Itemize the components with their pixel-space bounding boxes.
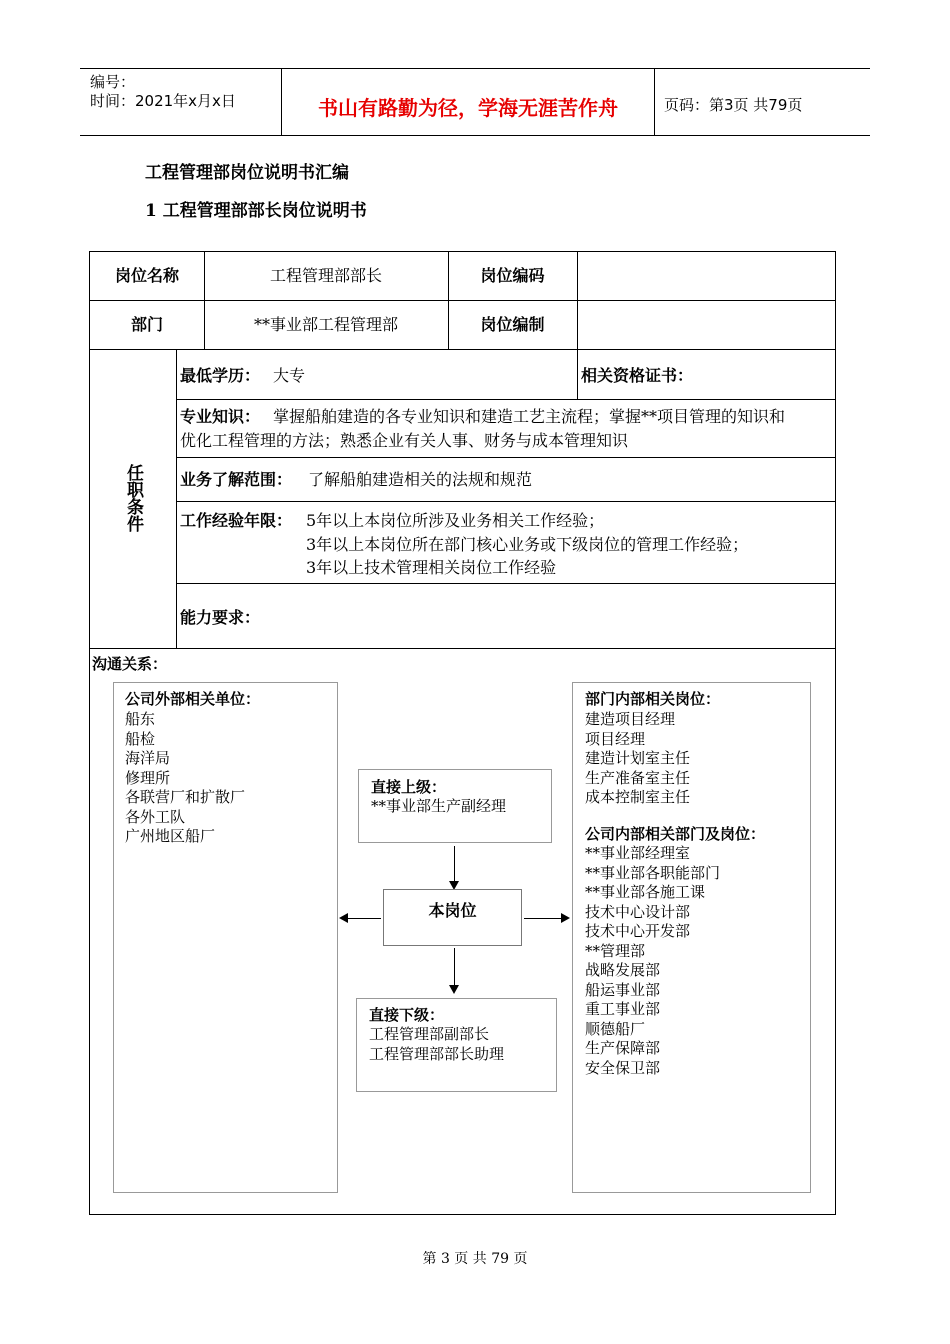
- knowledge-label: 专业知识：: [180, 407, 261, 426]
- position-name-value: 工程管理部部长: [269, 266, 382, 285]
- list-item: 建造计划室主任: [585, 749, 691, 767]
- header-bottom-rule: [80, 135, 870, 136]
- list-item: 生产保障部: [585, 1039, 661, 1057]
- ability-label: 能力要求：: [180, 608, 261, 627]
- knowledge-line-2: 优化工程管理的方法；熟悉企业有关人事、财务与成本管理知识: [180, 431, 629, 450]
- row-rule: [90, 648, 836, 649]
- education-label: 最低学历：: [180, 366, 261, 385]
- list-item: 船运事业部: [585, 980, 661, 999]
- list-item: 技术中心开发部: [585, 922, 691, 940]
- arrow-line: [347, 918, 381, 919]
- list-item: 工程管理部副部长: [369, 1025, 490, 1043]
- list-item: 成本控制室主任: [585, 788, 691, 806]
- experience-line: 3年以上技术管理相关岗位工作经验: [306, 558, 557, 577]
- arrow-line: [454, 846, 455, 882]
- list-item: 生产准备室主任: [585, 768, 691, 787]
- internal-company-list: [585, 844, 720, 1078]
- communication-label: 沟通关系：: [92, 655, 168, 673]
- list-item: 建造项目经理: [585, 710, 676, 728]
- subordinate-list: [369, 1025, 504, 1064]
- external-units-box: [113, 682, 338, 1193]
- arrow-right-icon: [561, 913, 570, 923]
- list-item: **事业部生产副经理: [371, 797, 507, 815]
- scope-label: 业务了解范围：: [180, 470, 293, 489]
- list-item: 技术中心设计部: [585, 902, 691, 921]
- arrow-line: [524, 918, 562, 919]
- list-item: **事业部经理室: [585, 844, 691, 862]
- arrow-line: [454, 948, 455, 986]
- list-item: 项目经理: [585, 729, 646, 748]
- arrow-down-icon: [449, 985, 459, 994]
- serial-label: 编号：: [90, 73, 136, 91]
- education-value: 大专: [273, 366, 306, 385]
- list-item: **事业部各职能部门: [585, 863, 721, 882]
- row-rule: [176, 501, 836, 502]
- list-item: 工程管理部部长助理: [369, 1044, 505, 1063]
- list-item: **管理部: [585, 941, 646, 960]
- row-rule: [90, 349, 836, 350]
- external-units-title: 公司外部相关单位：: [125, 690, 261, 708]
- headcount-label: 岗位编制: [480, 315, 545, 334]
- subordinate-title: 直接下级：: [369, 1006, 445, 1024]
- header-top-rule: [80, 68, 870, 69]
- experience-line: 5年以上本岗位所涉及业务相关工作经验；: [306, 511, 605, 530]
- col-rule: [176, 349, 177, 648]
- page-footer: 第 3 页 共 79 页: [422, 1251, 528, 1267]
- internal-dept-list: [585, 710, 690, 808]
- page-info: 页码：第3页 共79页: [664, 96, 803, 114]
- qualifications-side-label: 任职条件: [123, 464, 143, 532]
- row-rule: [90, 300, 836, 301]
- list-item: 各联营厂和扩散厂: [125, 788, 246, 806]
- list-item: 安全保卫部: [585, 1058, 661, 1077]
- list-item: 广州地区船厂: [125, 827, 216, 845]
- subordinate-box: [356, 998, 557, 1092]
- superior-box: [358, 769, 552, 843]
- date-text: 时间：2021年x月x日: [90, 92, 236, 110]
- self-position-title: 本岗位: [428, 901, 477, 920]
- motto: 书山有路勤为径，学海无涯苦作舟: [318, 96, 618, 120]
- superior-title: 直接上级：: [371, 778, 447, 796]
- list-item: 顺德船厂: [585, 1019, 646, 1038]
- row-rule: [176, 457, 836, 458]
- list-item: **事业部各施工课: [585, 883, 706, 901]
- compilation-title: 工程管理部岗位说明书汇编: [145, 163, 349, 183]
- department-value: **事业部工程管理部: [253, 315, 398, 334]
- section-title: 1 工程管理部部长岗位说明书: [145, 201, 367, 221]
- list-item: 船检: [125, 729, 156, 748]
- experience-label: 工作经验年限：: [180, 511, 293, 530]
- list-item: 战略发展部: [585, 961, 661, 979]
- header-divider: [654, 68, 655, 135]
- list-item: 重工事业部: [585, 1000, 661, 1018]
- list-item: 各外工队: [125, 807, 186, 826]
- list-item: 海洋局: [125, 749, 171, 767]
- department-label: 部门: [130, 315, 163, 334]
- internal-dept-title: 部门内部相关岗位：: [585, 690, 721, 708]
- row-rule: [176, 399, 836, 400]
- certificate-label: 相关资格证书：: [581, 366, 694, 385]
- col-rule: [577, 252, 578, 399]
- internal-company-title: 公司内部相关部门及岗位：: [585, 825, 766, 843]
- arrow-left-icon: [339, 913, 348, 923]
- list-item: 修理所: [125, 768, 171, 787]
- internal-box: [572, 682, 811, 1193]
- position-code-label: 岗位编码: [480, 266, 545, 285]
- position-name-label: 岗位名称: [114, 266, 179, 285]
- self-position-box: [383, 889, 522, 946]
- external-units-list: [125, 710, 245, 847]
- row-rule: [176, 583, 836, 584]
- scope-value: 了解船舶建造相关的法规和规范: [308, 470, 533, 489]
- knowledge-line-1: 掌握船舶建造的各专业知识和建造工艺主流程；掌握**项目管理的知识和: [273, 407, 786, 426]
- list-item: 船东: [125, 710, 156, 728]
- experience-line: 3年以上本岗位所在部门核心业务或下级岗位的管理工作经验；: [306, 535, 749, 554]
